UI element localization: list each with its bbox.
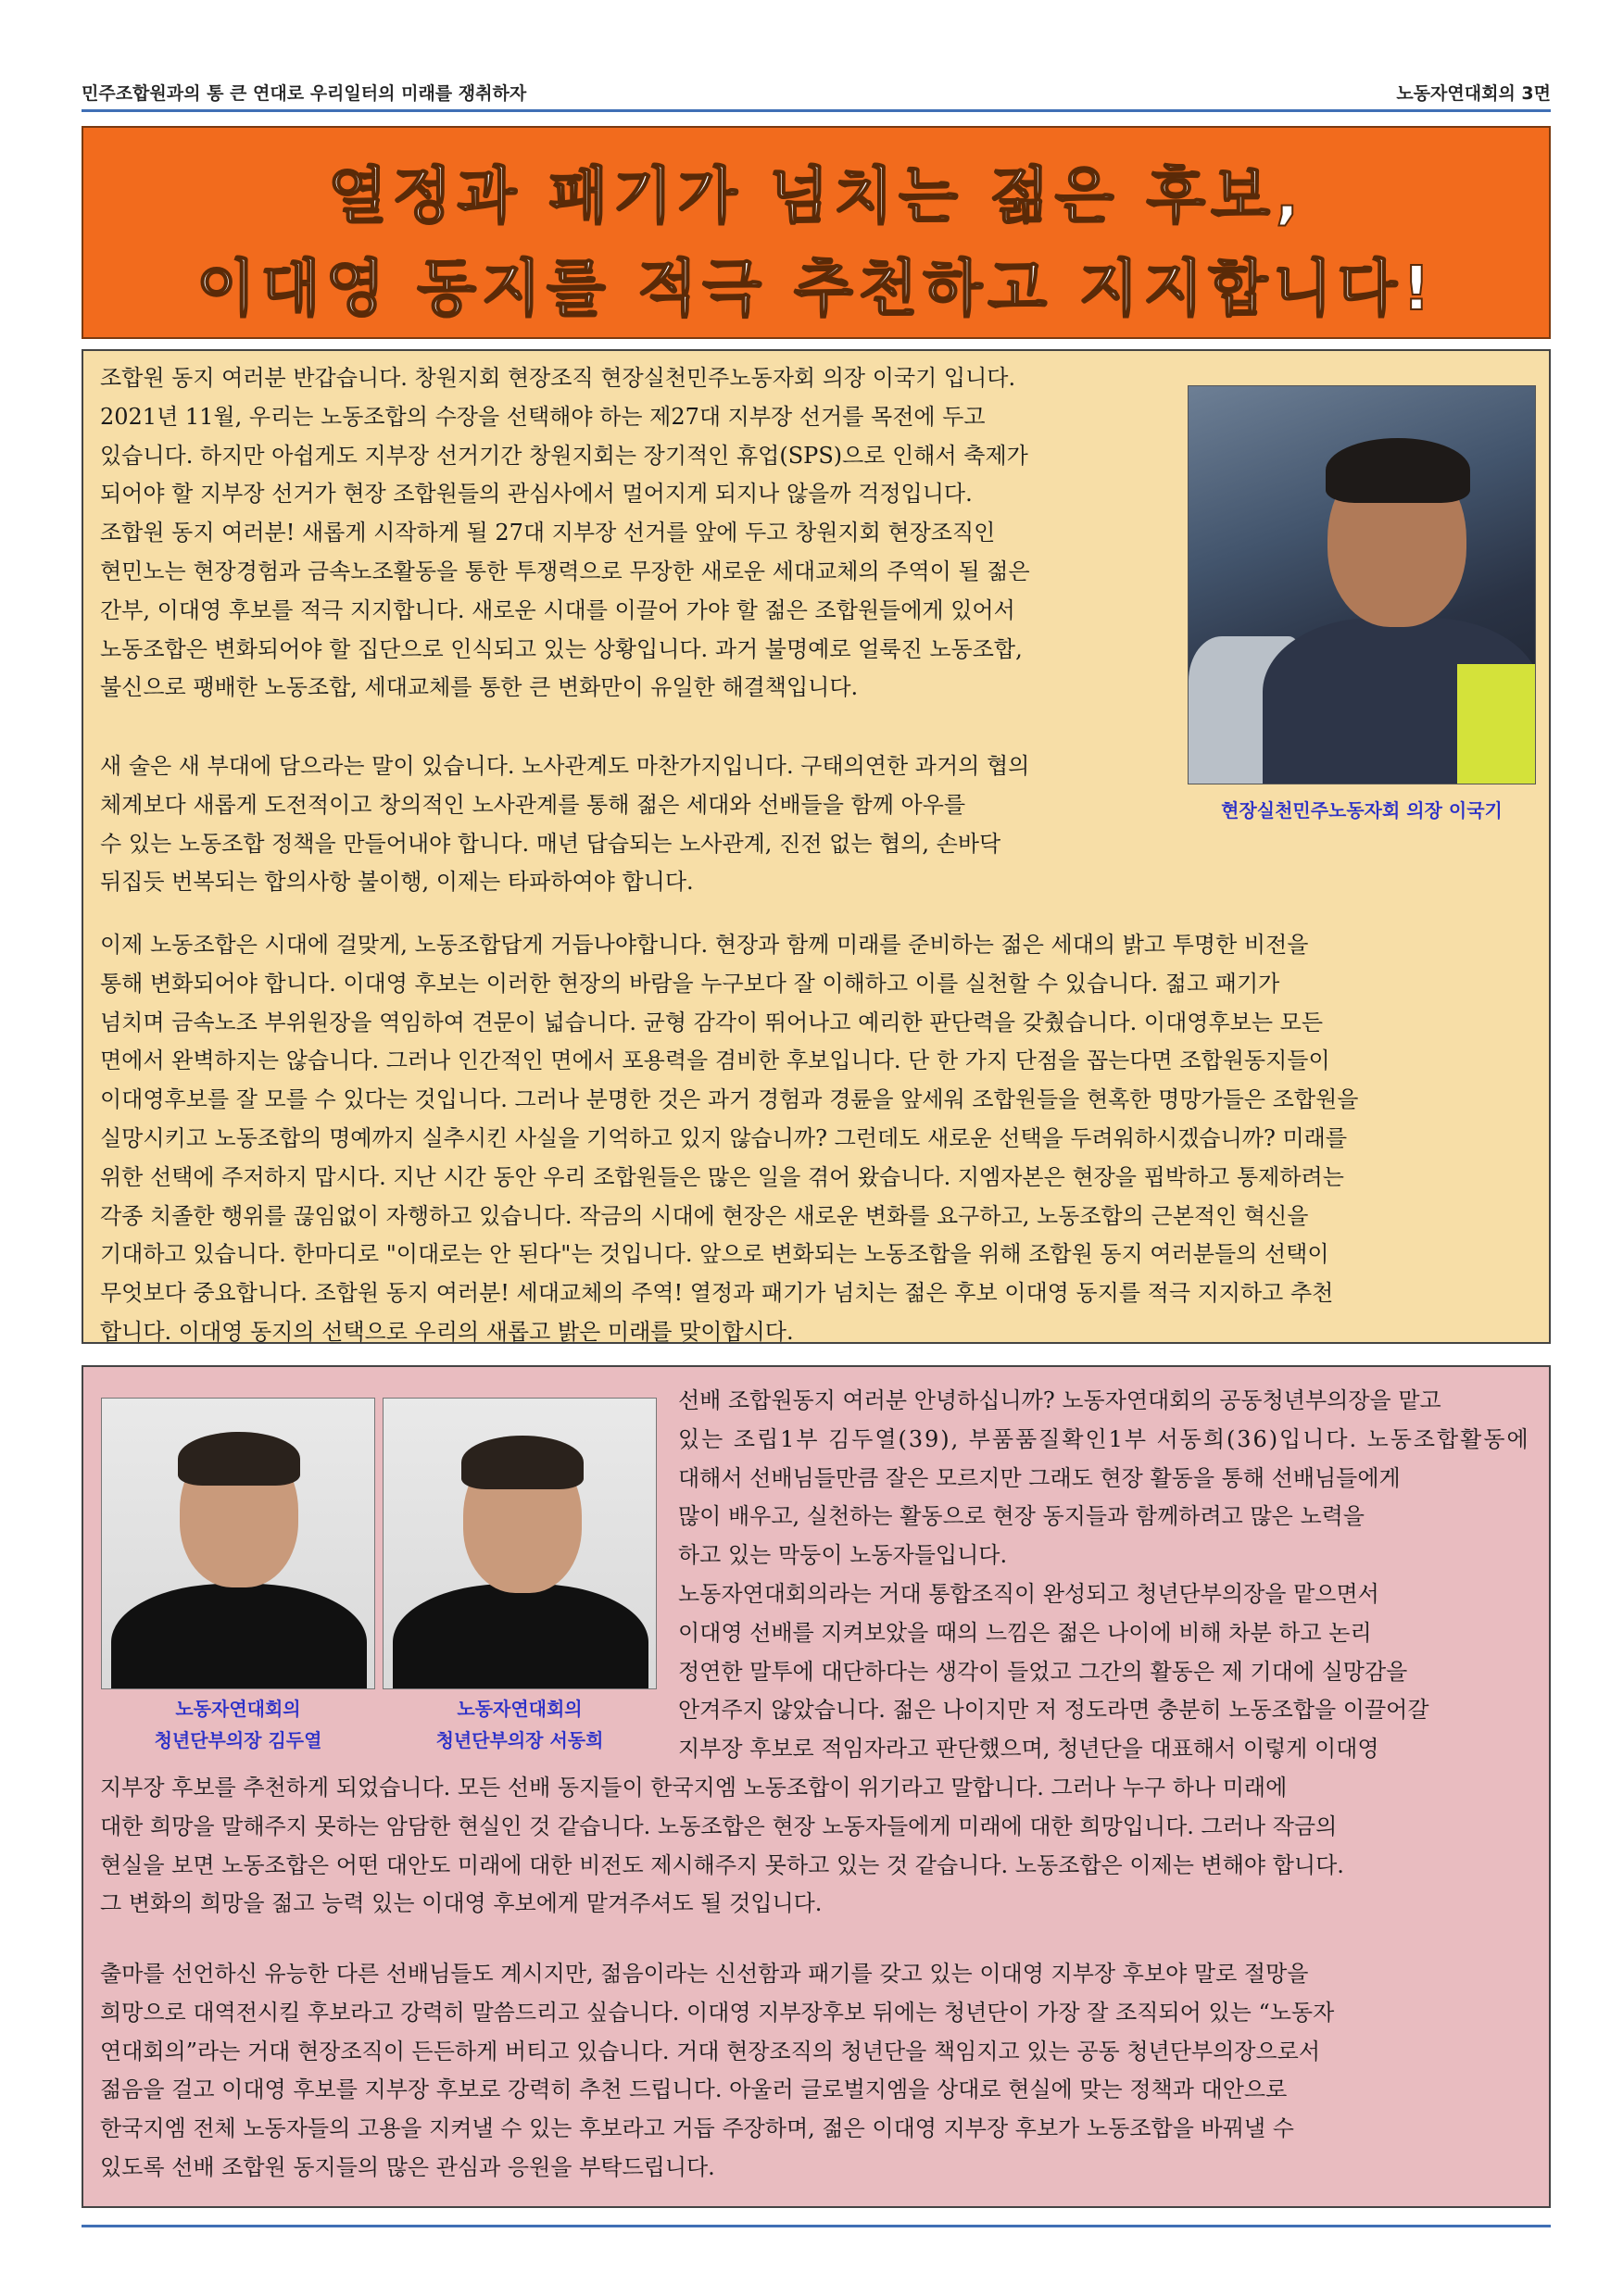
text-line: 출마를 선언하신 유능한 다른 선배님들도 계시지만, 젊음이라는 신선함과 패기를 갖고 있는 이대영 지부장 후보야 말로 절망을 bbox=[100, 1961, 1309, 1987]
text-line: 조합원 동지 여러분! 새롭게 시작하게 될 27대 지부장 선거를 앞에 두고 창원지회 현장조직인 bbox=[100, 520, 996, 546]
footer-divider bbox=[82, 2225, 1551, 2227]
text-line: 선배 조합원동지 여러분 안녕하십니까? 노동자연대회의 공동청년부의장을 맡고 bbox=[678, 1387, 1441, 1413]
article-1-paragraph-3 bbox=[100, 926, 1529, 1352]
text-line: 현민노는 현장경험과 금속노조활동을 통한 투쟁력으로 무장한 새로운 세대교체의 주역이 될 젊은 bbox=[100, 558, 1030, 584]
text-line: 안겨주지 않았습니다. 젊은 나이지만 저 정도라면 충분히 노동조합을 이끌어갈 bbox=[678, 1697, 1429, 1724]
text-line: 지부장 후보로 적임자라고 판단했으며, 청년단을 대표해서 이렇게 이대영 bbox=[678, 1736, 1379, 1763]
header-slogan: 민주조합원과의 통 큰 연대로 우리일터의 미래를 쟁취하자 bbox=[82, 83, 527, 104]
text-line: 한국지엠 전체 노동자들의 고용을 지켜낼 수 있는 후보라고 거듭 주장하며, 젊은 이대영 지부장 후보가 노동조합을 바꿔낼 수 bbox=[100, 2115, 1294, 2142]
text-line: 하고 있는 막둥이 노동자들입니다. bbox=[678, 1542, 1008, 1569]
photo-hair bbox=[1326, 438, 1470, 503]
headline-line-1: 열정과 패기가 넘치는 젊은 후보, bbox=[328, 160, 1304, 232]
photo-hair bbox=[461, 1436, 584, 1489]
text-line: 지부장 후보를 추천하게 되었습니다. 모든 선배 동지들이 한국지엠 노동조합이 위기라고 말합니다. 그러나 누구 하나 미래에 bbox=[100, 1775, 1288, 1800]
text-line: 그 변화의 희망을 젊고 능력 있는 이대영 후보에게 맡겨주셔도 될 것입니다. bbox=[100, 1890, 823, 1917]
text-line: 무엇보다 중요합니다. 조합원 동지 여러분! 세대교체의 주역! 열정과 패기가 넘치는 젊은 후보 이대영 동지를 적극 지지하고 추천 bbox=[100, 1280, 1334, 1307]
headline-banner bbox=[82, 126, 1551, 339]
text-line: 이대영후보를 잘 모를 수 있다는 것입니다. 그러나 분명한 것은 과거 경험과 경륜을 앞세워 조합원들을 현혹한 명망가들은 조합원을 bbox=[100, 1086, 1359, 1113]
text-line: 합니다. 이대영 동지의 선택으로 우리의 새롭고 밝은 미래를 맞이합시다. bbox=[100, 1318, 794, 1345]
text-line: 희망으로 대역전시킬 후보라고 강력히 말씀드리고 싶습니다. 이대영 지부장후보 뒤에는 청년단이 가장 잘 조직되어 있는 “노동자 bbox=[100, 1999, 1335, 2026]
text-line: 연대회의”라는 거대 현장조직이 든든하게 버티고 있습니다. 거대 현장조직의 청년단을 책임지고 있는 공동 청년단부의장으로서 bbox=[100, 2038, 1321, 2064]
article-2-paragraph-1-side bbox=[678, 1382, 1529, 1769]
caption-line: 노동자연대회의 bbox=[175, 1698, 301, 1720]
caption-line: 노동자연대회의 bbox=[457, 1698, 583, 1720]
photo-shirt bbox=[111, 1584, 367, 1689]
headline-line-2: 이대영 동지를 적극 추천하고 지지합니다! bbox=[196, 253, 1436, 324]
speaker-photo bbox=[1188, 385, 1536, 784]
header-divider bbox=[82, 109, 1551, 112]
text-line: 대해서 선배님들만큼 잘은 모르지만 그래도 현장 활동을 통해 선배님들에게 bbox=[678, 1464, 1401, 1491]
youth-photo-seo bbox=[383, 1398, 657, 1689]
header-page-label: 노동자연대회의 3면 bbox=[1396, 83, 1551, 104]
text-line: 현실을 보면 노동조합은 어떤 대안도 미래에 대한 비전도 제시해주지 못하고 있는 것 같습니다. 노동조합은 이제는 변해야 합니다. bbox=[100, 1851, 1344, 1878]
text-line: 불신으로 팽배한 노동조합, 세대교체를 통한 큰 변화만이 유일한 해결책입니다. bbox=[100, 674, 859, 701]
photo-vest bbox=[1457, 664, 1536, 784]
text-line: 노동조합은 변화되어야 할 집단으로 인식되고 있는 상황입니다. 과거 불명예로 얼룩진 노동조합, bbox=[100, 635, 1023, 662]
photo-shirt bbox=[393, 1584, 648, 1689]
photo-hair bbox=[178, 1432, 300, 1486]
text-line: 기대하고 있습니다. 한마디로 "이대로는 안 된다"는 것입니다. 앞으로 변화되는 노동조합을 위해 조합원 동지 여러분들의 선택이 bbox=[100, 1241, 1329, 1268]
youth-photo-kim-caption bbox=[101, 1693, 375, 1756]
text-line: 많이 배우고, 실천하는 활동으로 현장 동지들과 함께하려고 많은 노력을 bbox=[678, 1503, 1365, 1530]
text-line: 젊음을 걸고 이대영 후보를 지부장 후보로 강력히 추천 드립니다. 아울러 글로벌지엠을 상대로 현실에 맞는 정책과 대안으로 bbox=[100, 2076, 1288, 2103]
text-line: 정연한 말투에 대단하다는 생각이 들었고 그간의 활동은 제 기대에 실망감을 bbox=[678, 1658, 1408, 1685]
text-line: 2021년 11월, 우리는 노동조합의 수장을 선택해야 하는 제27대 지부장 선거를 목전에 두고 bbox=[100, 403, 986, 430]
article-1-paragraph-2 bbox=[100, 747, 1150, 902]
text-line: 위한 선택에 주저하지 맙시다. 지난 시간 동안 우리 조합원들은 많은 일을 겪어 왔습니다. 지엠자본은 현장을 핍박하고 통제하려는 bbox=[100, 1163, 1344, 1190]
text-line: 있도록 선배 조합원 동지들의 많은 관심과 응원을 부탁드립니다. bbox=[100, 2153, 715, 2180]
text-line: 넘치며 금속노조 부위원장을 역임하여 견문이 넓습니다. 균형 감각이 뛰어나고 예리한 판단력을 갖췄습니다. 이대영후보는 모든 bbox=[100, 1009, 1323, 1035]
text-line: 있습니다. 하지만 아쉽게도 지부장 선거기간 창원지회는 장기적인 휴업(SPS)으로 인해서 축제가 bbox=[100, 442, 1028, 469]
text-line: 수 있는 노동조합 정책을 만들어내야 합니다. 매년 답습되는 노사관계, 진전 없는 협의, 손바닥 bbox=[100, 830, 1001, 857]
text-line: 조합원 동지 여러분 반갑습니다. 창원지회 현장조직 현장실천민주노동자회 의장 이국기 입니다. bbox=[100, 365, 1016, 391]
text-line: 간부, 이대영 후보를 적극 지지합니다. 새로운 시대를 이끌어 가야 할 젊은 조합원들에게 있어서 bbox=[100, 596, 1015, 623]
youth-photo-seo-caption bbox=[383, 1693, 657, 1756]
text-line: 면에서 완벽하지는 않습니다. 그러나 인간적인 면에서 포용력을 겸비한 후보입니다. 단 한 가지 단점을 꼽는다면 조합원동지들이 bbox=[100, 1048, 1330, 1074]
text-line: 새 술은 새 부대에 담으라는 말이 있습니다. 노사관계도 마찬가지입니다. 구태의연한 과거의 협의 bbox=[100, 753, 1030, 779]
text-line: 이대영 선배를 지켜보았을 때의 느낌은 젊은 나이에 비해 차분 하고 논리 bbox=[678, 1619, 1372, 1646]
text-line: 이제 노동조합은 시대에 걸맞게, 노동조합답게 거듭나야합니다. 현장과 함께 미래를 준비하는 젊은 세대의 밝고 투명한 비전을 bbox=[100, 932, 1309, 958]
text-line: 대한 희망을 말해주지 못하는 암담한 현실인 것 같습니다. 노동조합은 현장 노동자들에게 미래에 대한 희망입니다. 그러나 작금의 bbox=[100, 1813, 1338, 1839]
text-line: 뒤집듯 번복되는 합의사항 불이행, 이제는 타파하여야 합니다. bbox=[100, 869, 694, 896]
text-line: 노동자연대회의라는 거대 통합조직이 완성되고 청년단부의장을 맡으면서 bbox=[678, 1580, 1379, 1607]
text-line: 있는 조립1부 김두열(39), 부품품질확인1부 서동희(36)입니다. 노동조합활동에 bbox=[678, 1425, 1530, 1452]
text-line: 통해 변화되어야 합니다. 이대영 후보는 이러한 현장의 바람을 누구보다 잘 이해하고 이를 실천할 수 있습니다. 젊고 패기가 bbox=[100, 970, 1280, 997]
text-line: 체계보다 새롭게 도전적이고 창의적인 노사관계를 통해 젊은 세대와 선배들을 함께 아우를 bbox=[100, 791, 966, 818]
article-2-paragraph-1-continued bbox=[100, 1769, 1529, 1924]
article-2-paragraph-2 bbox=[100, 1955, 1529, 2188]
speaker-photo-caption: 현장실천민주노동자회 의장 이국기 bbox=[1221, 799, 1503, 822]
caption-line: 청년단부의장 서동희 bbox=[435, 1729, 604, 1751]
youth-photo-kim bbox=[101, 1398, 375, 1689]
page-header bbox=[82, 80, 1551, 107]
text-line: 각종 치졸한 행위를 끊임없이 자행하고 있습니다. 작금의 시대에 현장은 새로운 변화를 요구하고, 노동조합의 근본적인 혁신을 bbox=[100, 1202, 1309, 1229]
article-1-paragraph-1 bbox=[100, 359, 1150, 708]
caption-line: 청년단부의장 김두열 bbox=[154, 1729, 322, 1751]
text-line: 되어야 할 지부장 선거가 현장 조합원들의 관심사에서 멀어지게 되지나 않을까 걱정입니다. bbox=[100, 481, 973, 508]
text-line: 실망시키고 노동조합의 명예까지 실추시킨 사실을 기억하고 있지 않습니까? 그런데도 새로운 선택을 두려워하시겠습니까? 미래를 bbox=[100, 1124, 1348, 1151]
